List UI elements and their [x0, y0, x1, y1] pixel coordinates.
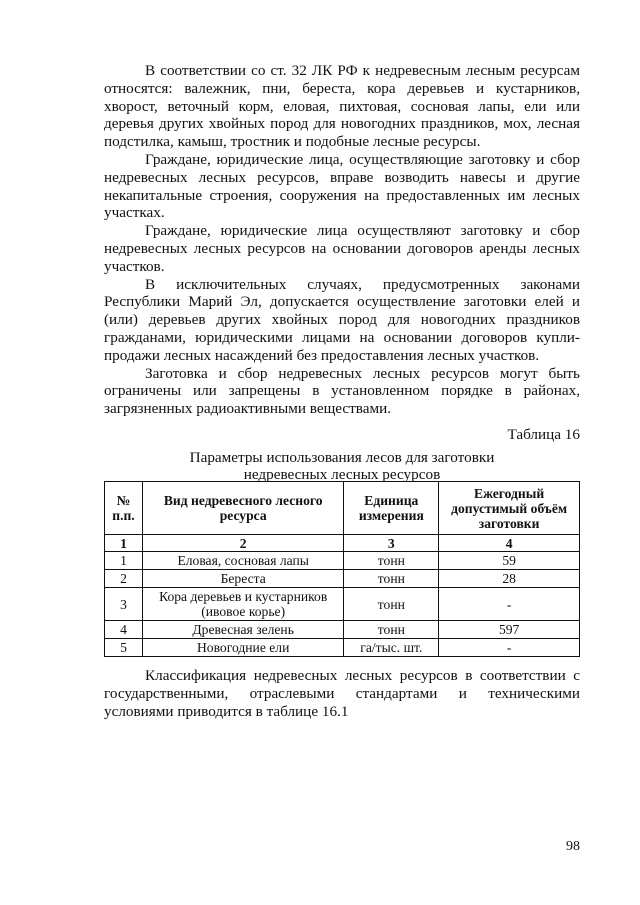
resource-kind-cell: Древесная зелень — [142, 621, 343, 639]
paragraph-structures: Граждане, юридические лица, осуществляющие заготовку и сбор недревесных лесных ресурсов, вправе возводить навесы и другие некапитальные строения, сооружения на предоставленных им лесных участках. — [104, 150, 580, 222]
body-text-bottom — [104, 667, 580, 720]
table-label: Таблица 16 — [507, 426, 580, 443]
resource-kind-cell: Береста — [142, 570, 343, 588]
table-row — [105, 639, 580, 657]
volume-cell: - — [439, 588, 580, 621]
unit-cell: тонн — [344, 588, 439, 621]
row-number-cell: 4 — [105, 621, 143, 639]
table-caption-line-2: недревесных лесных ресурсов — [243, 466, 441, 483]
unit-cell: тонн — [344, 552, 439, 570]
volume-cell: 28 — [439, 570, 580, 588]
row-number-cell: 3 — [105, 588, 143, 621]
header-resource-kind: Вид недревесного лесного ресурса — [142, 482, 343, 535]
paragraph-restrictions: Заготовка и сбор недревесных лесных ресурсов могут быть ограничены или запрещены в установленном порядке в районах, загрязненных радиоактивными веществами. — [104, 364, 580, 418]
resource-kind-cell: Еловая, сосновая лапы — [142, 552, 343, 570]
volume-cell: - — [439, 639, 580, 657]
table-header-row — [105, 482, 580, 535]
row-number-cell: 1 — [105, 552, 143, 570]
table-row — [105, 552, 580, 570]
column-number-cell: 2 — [142, 535, 343, 552]
table-row — [105, 588, 580, 621]
column-number-row — [105, 535, 580, 552]
table-caption — [104, 449, 580, 483]
column-number-cell: 3 — [344, 535, 439, 552]
header-number: № п.п. — [105, 482, 143, 535]
unit-cell: га/тыс. шт. — [344, 639, 439, 657]
column-number-cell: 4 — [439, 535, 580, 552]
paragraph-exceptions: В исключительных случаях, предусмотренных законами Республики Марий Эл, допускается осуществление заготовки елей и (или) деревьев других хвойных пород для новогодних праздников гражданами, юридическими лицами на основании договоров купли-продажи лесных насаждений без предоставления лесных участков. — [104, 275, 580, 364]
resource-kind-cell: Кора деревьев и кустарников (ивовое корье) — [142, 588, 343, 621]
unit-cell: тонн — [344, 570, 439, 588]
header-unit: Единица измерения — [344, 482, 439, 535]
body-text-top — [104, 62, 580, 418]
resource-kind-cell: Новогодние ели — [142, 639, 343, 657]
paragraph-lease: Граждане, юридические лица осуществляют заготовку и сбор недревесных лесных ресурсов на основании договоров аренды лесных участков. — [104, 222, 580, 275]
column-number-cell: 1 — [105, 535, 143, 552]
volume-cell: 59 — [439, 552, 580, 570]
table-row — [105, 621, 580, 639]
unit-cell: тонн — [344, 621, 439, 639]
row-number-cell: 2 — [105, 570, 143, 588]
row-number-cell: 5 — [105, 639, 143, 657]
table-caption-line-1: Параметры использования лесов для заготовки — [189, 449, 495, 466]
page-number: 98 — [566, 839, 580, 854]
paragraph-resources-list: В соответствии со ст. 32 ЛК РФ к недревесным лесным ресурсам относятся: валежник, пни, береста, кора деревьев и кустарников, хворост, веточный корм, еловая, пихтовая, сосновая лапы, ели или деревья других хвойных пород для новогодних праздников, мох, лесная подстилка, камыш, тростник и подобные лесные ресурсы. — [104, 62, 580, 151]
resources-table — [104, 481, 580, 657]
paragraph-classification: Классификация недревесных лесных ресурсов в соответствии с государственными, отраслевыми стандартами и техническими условиями приводится в таблице 16.1 — [104, 667, 580, 720]
table-row — [105, 570, 580, 588]
volume-cell: 597 — [439, 621, 580, 639]
header-annual-volume: Ежегодный допустимый объём заготовки — [439, 482, 580, 535]
